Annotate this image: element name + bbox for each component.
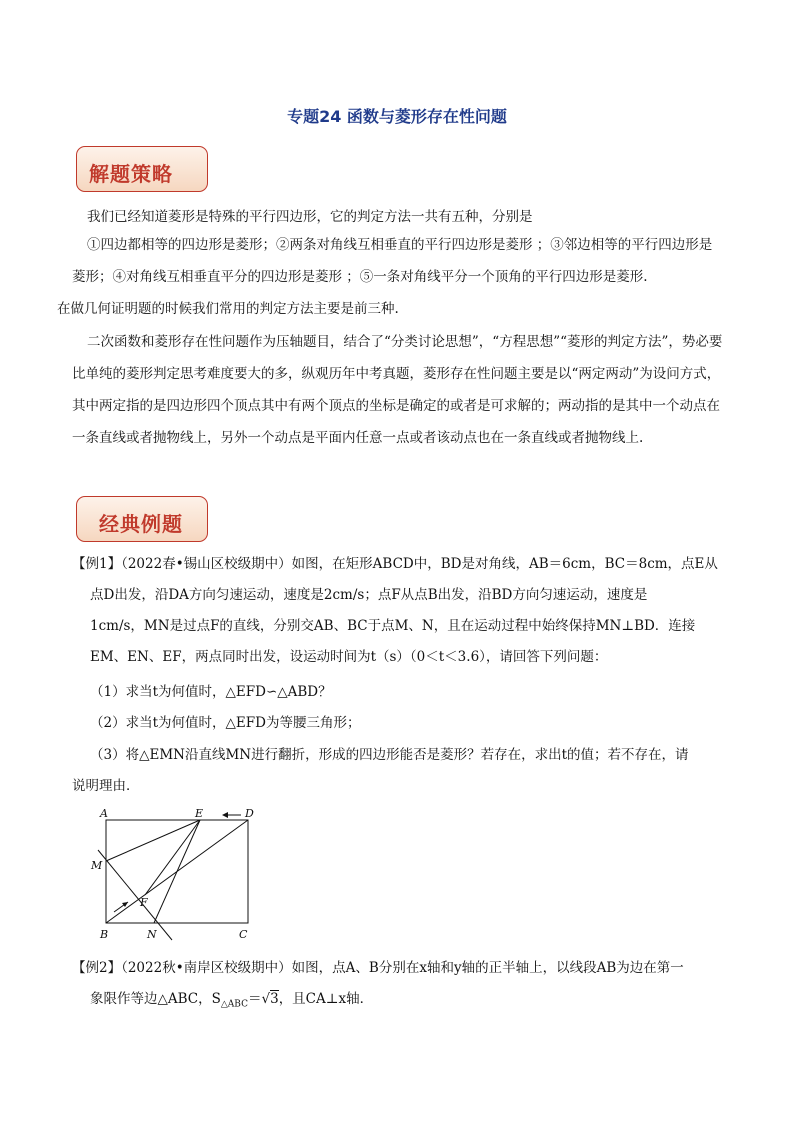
strategy-paragraph-3: 二次函数和菱形存在性问题作为压轴题目，结合了“分类讨论思想”，“方程思想”“菱形的判定方法”，势必要比单纯的菱形判定思考难度要大的多，纵观历年中考真题，菱形存在性问题主要是以“两定两动”为设问方式，其中两定指的是四边形四个顶点其中有两个顶点的坐标是确定的或者是可求解的；两动指的是其中一个动点在一条直线或者抛物线上，另外一个动点是平面内任意一点或者该动点也在一条直线或者抛物线上. xyxy=(72,334,723,446)
example-2 xyxy=(72,953,722,1021)
example-2-line-2-end: ，且CA⊥x轴． xyxy=(278,991,374,1007)
example-1-question-3-line-2: 说明理由． xyxy=(72,778,140,794)
example-1-line-1: 如图，在矩形ABCD中，BD是对角线，AB＝6cm，BC＝8cm，点E从 xyxy=(291,556,718,572)
example-1-question-2: （2）求当t为何值时，△EFD为等腰三角形； xyxy=(90,715,361,731)
label-a: A xyxy=(100,807,108,820)
example-2-label: 【例2】 xyxy=(72,960,122,976)
label-m: M xyxy=(91,859,103,872)
example-1-source: （2022春•锡山区校级期中） xyxy=(121,556,292,572)
example-1-question-3 xyxy=(72,740,730,802)
sqrt-symbol: √ xyxy=(261,991,271,1007)
example-1-line-3: 1cm/s，MN是过点F的直线，分别交AB、BC于点M、N，且在运动过程中始终保持MN⊥BD．连接 xyxy=(90,618,696,634)
example-1-label: 【例1】 xyxy=(72,556,122,572)
segment-en xyxy=(154,820,200,923)
example-2-radicand: 3 xyxy=(270,991,279,1007)
strategy-paragraph-1: 我们已经知道菱形是特殊的平行四边形，它的判定方法一共有五种，分别是 xyxy=(87,209,533,225)
section-header-examples-label: 经典例题 xyxy=(99,512,183,536)
strategy-criteria: ①四边都相等的四边形是菱形；②两条对角线互相垂直的平行四边形是菱形 ；③邻边相等的平行四边形是菱形；④对角线互相垂直平分的四边形是菱形 ；⑤一条对角线平分一个顶角的平行四边形是菱形. xyxy=(72,237,713,285)
section-header-strategy-label: 解题策略 xyxy=(89,162,173,186)
example-2-line-2 xyxy=(72,984,722,1021)
example-2-area-text: 象限作等边△ABC，S xyxy=(90,991,221,1007)
example-1-line-4: EM、EN、EF，两点同时出发，设运动时间为t（s）（0＜t＜3.6），请回答下列问题： xyxy=(90,649,608,665)
label-n: N xyxy=(147,928,157,941)
example-1-question-1: （1）求当t为何值时，△EFD∽△ABD？ xyxy=(90,684,332,700)
page-title: 专题24 函数与菱形存在性问题 xyxy=(287,107,507,126)
example-2-source: （2022秋•南岸区校级期中） xyxy=(121,960,292,976)
label-f: F xyxy=(140,896,148,909)
label-d: D xyxy=(245,807,254,820)
section-header-examples xyxy=(76,496,208,542)
example-1-figure xyxy=(88,805,268,945)
example-1 xyxy=(72,549,722,673)
label-c: C xyxy=(239,928,248,941)
arrow-e-head xyxy=(222,812,228,818)
example-2-line-1: 如图，点A、B分别在x轴和y轴的正半轴上，以线段AB为边在第一 xyxy=(291,960,684,976)
strategy-note: 在做几何证明题的时候我们常用的判定方法主要是前三种. xyxy=(57,301,399,317)
example-1-question-3-line-1: （3）将△EMN沿直线MN进行翻折，形成的四边形能否是菱形？若存在，求出t的值；若不存在，请 xyxy=(90,747,689,763)
line-mn xyxy=(98,850,172,940)
segment-ef xyxy=(145,820,200,895)
label-b: B xyxy=(100,928,109,941)
example-2-area-subscript: △ABC xyxy=(220,999,248,1010)
segment-em xyxy=(106,820,200,861)
example-2-equals: ＝ xyxy=(247,991,262,1007)
label-e: E xyxy=(195,807,204,820)
strategy-paragraph-2 xyxy=(57,229,724,325)
example-1-line-2: 点D出发，沿DA方向匀速运动，速度是2cm/s；点F从点B出发，沿BD方向匀速运动，速度是 xyxy=(90,587,648,603)
section-header-strategy xyxy=(76,146,208,192)
